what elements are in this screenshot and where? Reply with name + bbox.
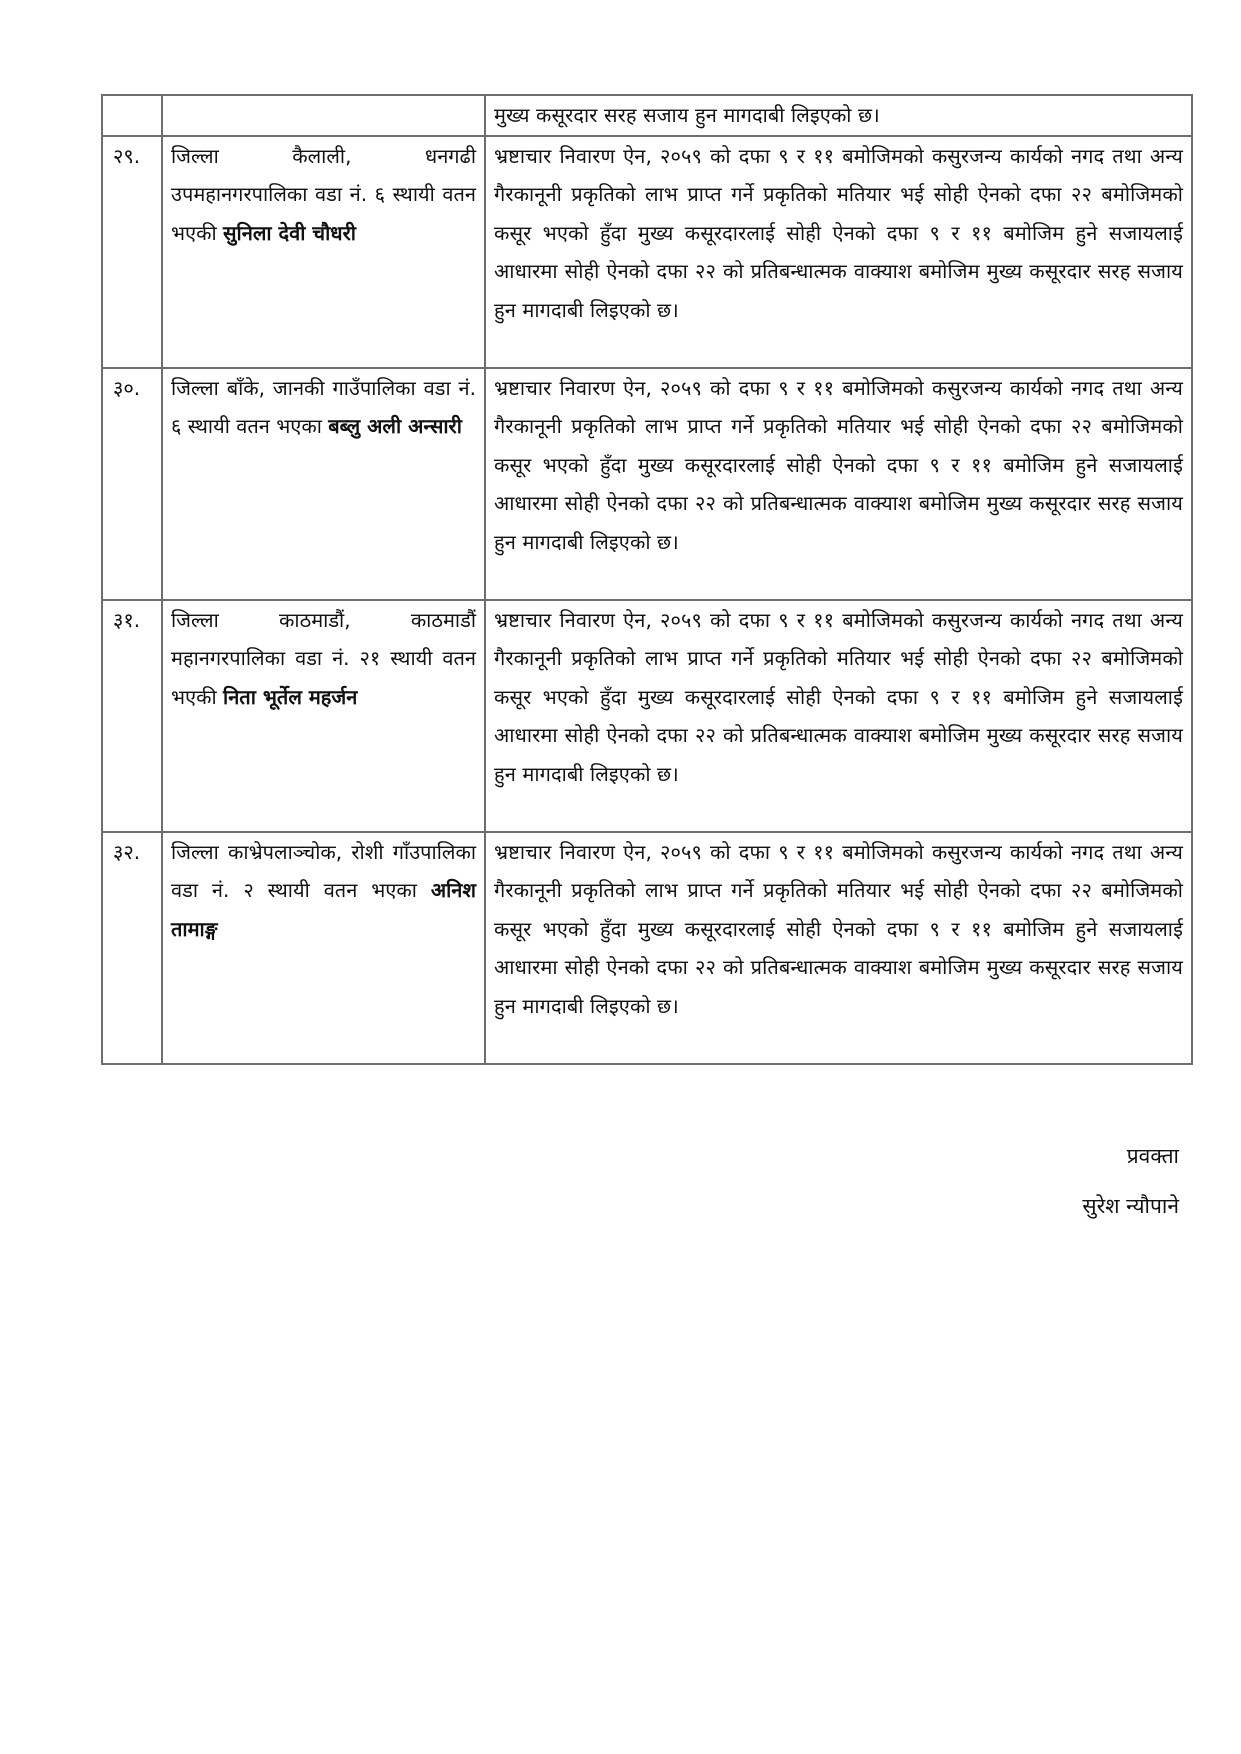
table-row: [102, 832, 1192, 1064]
table-row: [102, 136, 1192, 368]
accused-name-cell: [162, 600, 485, 832]
row-number: २९.: [102, 136, 162, 368]
charge-description: भ्रष्टाचार निवारण ऐन, २०५९ को दफा ९ र ११ बमोजिमको कसुरजन्य कार्यको नगद तथा अन्य गैरकानूनी प्रकृतिको लाभ प्राप्त गर्ने प्रकृतिको मतियार भई सोही ऐनको दफा २२ बमोजिमको कसूर भएको हुँदा मुख्य कसूरदारलाई सोही ऐनको दफा ९ र ११ बमोजिम हुने सजायलाई आधारमा सोही ऐनको दफा २२ को प्रतिबन्धात्मक वाक्याश बमोजिम मुख्य कसूरदार सरह सजाय हुन मागदाबी लिइएको छ।: [485, 600, 1192, 832]
charge-description: भ्रष्टाचार निवारण ऐन, २०५९ को दफा ९ र ११ बमोजिमको कसुरजन्य कार्यको नगद तथा अन्य गैरकानूनी प्रकृतिको लाभ प्राप्त गर्ने प्रकृतिको मतियार भई सोही ऐनको दफा २२ बमोजिमको कसूर भएको हुँदा मुख्य कसूरदारलाई सोही ऐनको दफा ९ र ११ बमोजिम हुने सजायलाई आधारमा सोही ऐनको दफा २२ को प्रतिबन्धात्मक वाक्याश बमोजिम मुख्य कसूरदार सरह सजाय हुन मागदाबी लिइएको छ।: [485, 368, 1192, 600]
accused-name: अनिश तामाङ्ग: [171, 878, 476, 941]
accused-address: जिल्ला काठमाडौं, काठमाडौं महानगरपालिका वडा नं. २१ स्थायी वतन भएकी: [171, 607, 476, 709]
accused-name-cell: [162, 95, 485, 136]
row-number: [102, 95, 162, 136]
charge-description: मुख्य कसूरदार सरह सजाय हुन मागदाबी लिइएको छ।: [485, 95, 1192, 136]
charge-description: भ्रष्टाचार निवारण ऐन, २०५९ को दफा ९ र ११ बमोजिमको कसुरजन्य कार्यको नगद तथा अन्य गैरकानूनी प्रकृतिको लाभ प्राप्त गर्ने प्रकृतिको मतियार भई सोही ऐनको दफा २२ बमोजिमको कसूर भएको हुँदा मुख्य कसूरदारलाई सोही ऐनको दफा ९ र ११ बमोजिम हुने सजायलाई आधारमा सोही ऐनको दफा २२ को प्रतिबन्धात्मक वाक्याश बमोजिम मुख्य कसूरदार सरह सजाय हुन मागदाबी लिइएको छ।: [485, 136, 1192, 368]
signatory-name: सुरेश न्यौपाने: [1082, 1194, 1179, 1218]
accused-name: सुनिला देवी चौधरी: [223, 220, 356, 245]
accused-table: [101, 94, 1193, 1065]
row-number: ३१.: [102, 600, 162, 832]
table-row: [102, 368, 1192, 600]
table-row-continuation: [102, 95, 1192, 136]
accused-address: जिल्ला काभ्रेपलाञ्चोक, रोशी गाँउपालिका वडा नं. २ स्थायी वतन भएका: [171, 839, 476, 902]
row-number: ३०.: [102, 368, 162, 600]
accused-name-cell: [162, 368, 485, 600]
accused-name: निता भूर्तेल महर्जन: [223, 684, 358, 709]
accused-name: बब्लु अली अन्सारी: [328, 414, 462, 438]
accused-name-cell: [162, 832, 485, 1064]
accused-address: जिल्ला कैलाली, धनगढी उपमहानगरपालिका वडा नं. ६ स्थायी वतन भएकी: [171, 143, 476, 245]
accused-address: जिल्ला बाँके, जानकी गाउँपालिका वडा नं. ६ स्थायी वतन भएका: [171, 375, 476, 438]
accused-name-cell: [162, 136, 485, 368]
charge-description: भ्रष्टाचार निवारण ऐन, २०५९ को दफा ९ र ११ बमोजिमको कसुरजन्य कार्यको नगद तथा अन्य गैरकानूनी प्रकृतिको लाभ प्राप्त गर्ने प्रकृतिको मतियार भई सोही ऐनको दफा २२ बमोजिमको कसूर भएको हुँदा मुख्य कसूरदारलाई सोही ऐनको दफा ९ र ११ बमोजिम हुने सजायलाई आधारमा सोही ऐनको दफा २२ को प्रतिबन्धात्मक वाक्याश बमोजिम मुख्य कसूरदार सरह सजाय हुन मागदाबी लिइएको छ।: [485, 832, 1192, 1064]
table-row: [102, 600, 1192, 832]
signatory-title: प्रवक्ता: [1126, 1144, 1179, 1168]
row-number: ३२.: [102, 832, 162, 1064]
